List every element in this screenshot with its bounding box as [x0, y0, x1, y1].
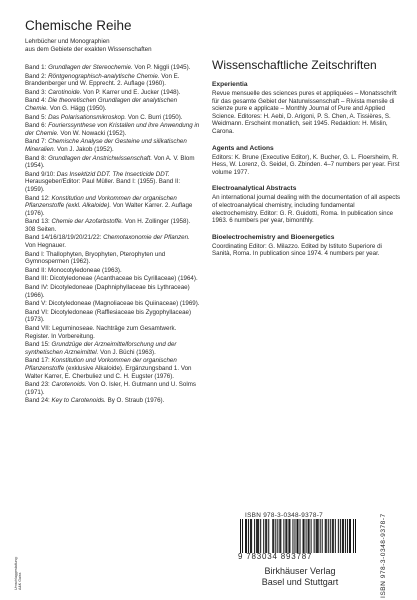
barcode-bar — [273, 519, 274, 553]
barcode-bar — [268, 519, 269, 553]
barcode-bar — [283, 519, 284, 553]
barcode-bar — [258, 519, 259, 553]
volume-number: Band 3: — [25, 88, 49, 96]
volume-number: Band VI: Dicotyledoneae (Rafflesiaceae bis Zygophyllaceae) (1973). — [25, 308, 192, 324]
series-subtitle-line1: Lehrbücher und Monographien — [25, 38, 110, 45]
barcode-bar — [320, 519, 321, 553]
barcode-bar — [260, 519, 261, 553]
series-subtitle-line2: aus dem Gebiete der exakten Wissenschaften — [25, 46, 152, 53]
volume-number: Band 14/16/18/19/20/21/22: — [25, 234, 104, 242]
barcode-bar — [325, 519, 326, 553]
volume-entry — [25, 64, 200, 72]
journal-list — [212, 81, 402, 258]
volume-number: Band II: Monocotyledoneae (1963). — [25, 266, 122, 274]
barcode-bar — [298, 519, 299, 553]
barcode-bar — [257, 519, 258, 553]
barcode-bar — [353, 519, 354, 553]
isbn-top: ISBN 978-3-0348-9378-7 — [245, 512, 324, 519]
cover-design-credit — [14, 556, 23, 590]
volume-number: Band 5: — [25, 113, 49, 121]
barcode-bar — [292, 519, 293, 553]
volume-title: Röntgenographisch-analytische Chemie. — [48, 72, 160, 80]
barcode-bar — [343, 519, 344, 553]
publisher — [260, 566, 340, 588]
barcode-bar — [289, 519, 290, 553]
barcode-bar — [246, 519, 247, 553]
barcode-bar — [266, 519, 267, 553]
journals-column — [212, 58, 402, 267]
barcode-bar — [285, 519, 286, 553]
volume-number: Band 2: — [25, 72, 49, 80]
barcode-bar — [318, 519, 319, 553]
volume-details: Von O. Isler, H. Gutmann und U. Solms (1971). — [25, 381, 196, 396]
series-title: Chemische Reihe — [25, 18, 132, 33]
volume-title: Carotinoide. — [48, 88, 82, 96]
barcode-bar — [256, 519, 257, 553]
volume-number: Band 13: — [25, 218, 52, 226]
barcode-bar — [328, 519, 329, 553]
barcode-bar — [296, 519, 297, 553]
volume-entry — [25, 89, 200, 97]
barcode-bar — [248, 519, 249, 553]
barcode-bar — [338, 519, 339, 553]
volume-details: Von J. Büchi (1963). — [98, 348, 156, 356]
barcode-bar — [335, 519, 336, 553]
volume-entry — [25, 195, 200, 218]
volume-entry — [25, 73, 200, 88]
publisher-location: Basel und Stuttgart — [261, 577, 339, 587]
volume-title: Fourierssynthese von Kristallen und ihre Anwendung in der Chemie. — [25, 122, 200, 137]
volume-entry — [25, 218, 200, 233]
volume-entry — [25, 325, 200, 340]
volume-title: Chemische Analyse der Gesteine und silikatischen Mineralien. — [25, 138, 187, 153]
volume-entry — [25, 381, 200, 396]
barcode-bar — [306, 519, 307, 553]
volume-number: Band 24: — [25, 397, 52, 405]
barcode-bar — [326, 519, 327, 553]
barcode-bar — [245, 519, 246, 553]
credit-line2: A&K Gaiss — [18, 572, 23, 590]
volume-entry — [25, 300, 200, 308]
barcode-bar — [332, 519, 333, 553]
barcode-bar — [303, 519, 304, 553]
volume-title: Chemie der Azofarbstoffe. — [51, 218, 124, 226]
volume-entry — [25, 251, 200, 266]
volume-title: Die theoretischen Grundlagen der analytischen Chemie. — [25, 97, 178, 112]
barcode-bar — [349, 519, 350, 553]
volume-number: Band V: Dicotyledoneae (Magnoliaceae bis Quiinaceae) (1969). — [25, 300, 200, 308]
journals-title: Wissenschaftliche Zeitschriften — [212, 58, 377, 72]
volume-entry — [25, 267, 200, 275]
barcode-bar — [280, 519, 281, 553]
volume-entry — [25, 97, 200, 112]
volume-details: Herausgeber/Editor: Paul Müller. Band I: (1955). Band II: (1959). — [25, 178, 181, 193]
journal-heading: Agents and Actions — [212, 144, 274, 152]
volume-title: Grundlagen der Stereochemie. — [48, 64, 133, 71]
barcode-bar — [330, 519, 331, 553]
barcode-bar — [275, 519, 276, 553]
barcode-bar — [288, 519, 289, 553]
barcode-bar — [350, 519, 351, 553]
volume-title: Key to Carotenoids. — [51, 397, 106, 405]
barcode-bar — [317, 519, 318, 553]
barcode-bar — [304, 519, 305, 553]
volume-details: Von C. Burri (1950). — [126, 113, 183, 121]
volume-details: Von W. Nowacki (1952). — [58, 129, 127, 137]
barcode-bar — [263, 519, 264, 553]
barcode-bar — [240, 519, 241, 553]
volume-title: Das Insektizid DDT. The Insecticide DDT. — [56, 170, 170, 178]
series-column — [25, 18, 200, 406]
volume-entry — [25, 284, 200, 299]
volume-number: Band 15: — [25, 341, 52, 349]
barcode-bar — [347, 519, 348, 553]
barcode-bar — [342, 519, 343, 553]
volume-title: Carotenoids. — [51, 381, 87, 389]
barcode-bar — [251, 519, 252, 553]
volume-entry — [25, 234, 200, 249]
volume-details: Von Hegnauer. — [25, 242, 66, 250]
volume-number: Band 4: — [25, 97, 49, 105]
barcode-bar — [254, 519, 255, 553]
barcode-bar — [322, 519, 323, 553]
journal-heading: Bioelectrochemistry and Bioenergetics — [212, 233, 335, 241]
volume-title: Konstitution und Vorkommen der organischen Pflanzenstoffe (exkl. Alkaloide). — [25, 194, 177, 210]
barcode-digits: 9 783034 893787 — [238, 552, 313, 561]
volume-entry — [25, 138, 200, 153]
barcode-bar — [279, 519, 280, 553]
journal-description: Revue mensuelle des sciences pures et appliquées – Monatsschrift für das gesamte Gebiet der Naturwissenschaft – Rivista mensile di scienze pure e applicate – Monthly Journal of Pure and Applied Science. Editores: H. Aebi, D. Arigoni, P. S. Chen, A. Tissières, S. Weidmann. Erscheint monatlich, seit 1945. Redaktion: H. Mislin, Carona. — [212, 90, 397, 135]
barcode-bar — [333, 519, 334, 553]
journal-heading: Experientia — [212, 81, 248, 88]
barcode-bar — [242, 519, 243, 553]
volume-details: Von J. Jakob (1952). — [55, 145, 114, 153]
barcode-bar — [311, 519, 312, 553]
series-subtitle — [25, 38, 200, 54]
barcode-bar — [340, 519, 341, 553]
volume-number: Band III: Dicotyledoneae (Acanthaceae bis Cyrillaceae) (1964). — [25, 275, 198, 283]
barcode-bar — [314, 519, 315, 553]
barcode-bar — [345, 519, 346, 553]
barcode-bar — [355, 519, 356, 553]
barcode-bar — [316, 519, 317, 553]
credit-line1: Umschlaggestaltung: — [14, 556, 18, 590]
barcode-bar — [309, 519, 310, 553]
volume-number: Band IV: Dicotyledoneae (Daphniphyllaceae bis Lythraceae) (1966). — [25, 284, 190, 299]
journal-description: An international journal dealing with the documentation of all aspects of electroanalytical chemistry, including fundamental electrochemistry. Editor: G. R. Guidotti, Roma. In publication since 1963. 6 numbers per year, bimonthly. — [212, 194, 401, 225]
barcode-bar — [277, 519, 278, 553]
barcode-bar — [294, 519, 295, 553]
barcode-bar — [286, 519, 287, 553]
volume-number: Band 6: — [25, 122, 49, 130]
volume-details: Von Walter Karrer. 2. Auflage (1976). — [25, 202, 193, 217]
volume-entry — [25, 357, 200, 380]
volume-number: Band 7: — [25, 138, 49, 146]
journal-description: Editors: K. Brune (Executive Editor), K. Bucher, G. L. Floersheim, R. Hess, W. Lorenz, G. Seidel, G. Zbinden. 4–7 numbers per year. First volume 1977. — [212, 153, 400, 176]
volume-number: Band 8: — [25, 154, 49, 162]
barcode-bar — [250, 519, 251, 553]
barcode-bar — [272, 519, 273, 553]
publisher-name: Birkhäuser Verlag — [264, 566, 336, 576]
volume-number: Band 9/10: — [25, 170, 57, 178]
barcode — [240, 519, 356, 553]
journal-heading: Electroanalytical Abstracts — [212, 185, 297, 193]
barcode-bar — [265, 519, 266, 553]
volume-title: Grundlagen der Anstrichwissenschaft. — [48, 154, 153, 162]
volume-list — [25, 64, 200, 405]
volume-entry — [25, 114, 200, 122]
volume-details: Von H. Zollinger (1958). 308 Seiten. — [25, 218, 191, 233]
volume-details: Von G. Hägg (1950). — [48, 104, 107, 112]
volume-details: (exklusive Alkaloide). Ergänzungsband 1. Von Walter Karrer, E. Cherbuliez und C. H. Eugster (1976). — [25, 364, 192, 380]
barcode-bar — [300, 519, 301, 553]
volume-number: Band 12: — [25, 194, 52, 202]
journal-description: Coordinating Editor: G. Milazzo. Edited by Istituto Superiore di Sanità, Roma. In publication since 1974. 4 numbers per year. — [212, 242, 382, 258]
volume-number: Band 1: — [25, 64, 49, 71]
volume-number: Band VII: Leguminoseae. Nachträge zum Gesamtwerk. Register. In Vorbereitung. — [25, 325, 177, 340]
volume-details: Von A. V. Blom (1954). — [25, 154, 195, 170]
volume-details: Von P. Niggli (1945). — [132, 64, 191, 71]
volume-entry — [25, 275, 200, 283]
volume-details: Von P. Karrer und E. Jucker (1948). — [81, 88, 181, 96]
volume-entry — [25, 309, 200, 324]
volume-title: Konstitution und Vorkommen der organischen Pflanzenstoffe — [25, 357, 177, 372]
isbn-spine: ISBN 978-3-0348-9378-7 — [380, 513, 387, 598]
volume-number: Band 17: — [25, 357, 52, 365]
volume-number: Band 23: — [25, 381, 52, 389]
volume-entry — [25, 171, 200, 194]
volume-title: Das Polarisationsmikroskop. — [48, 113, 127, 121]
volume-entry — [25, 341, 200, 356]
barcode-bar — [308, 519, 309, 553]
volume-entry — [25, 397, 200, 405]
volume-number: Band I: Thallophyten, Bryophyten, Pterophyten und Gymnospermen (1962). — [25, 250, 166, 266]
volume-details: Von E. Brandenberger und W. Epprecht. 2. Auflage (1960). — [25, 72, 180, 88]
volume-title: Chemotaxonomie der Pflanzen. — [103, 234, 190, 242]
volume-entry — [25, 155, 200, 170]
volume-entry — [25, 122, 200, 137]
volume-details: By O. Straub (1976). — [105, 397, 165, 405]
volume-title: Grundzüge der Arzneimittelforschung und der synthetischen Arzneimittel. — [25, 341, 177, 356]
